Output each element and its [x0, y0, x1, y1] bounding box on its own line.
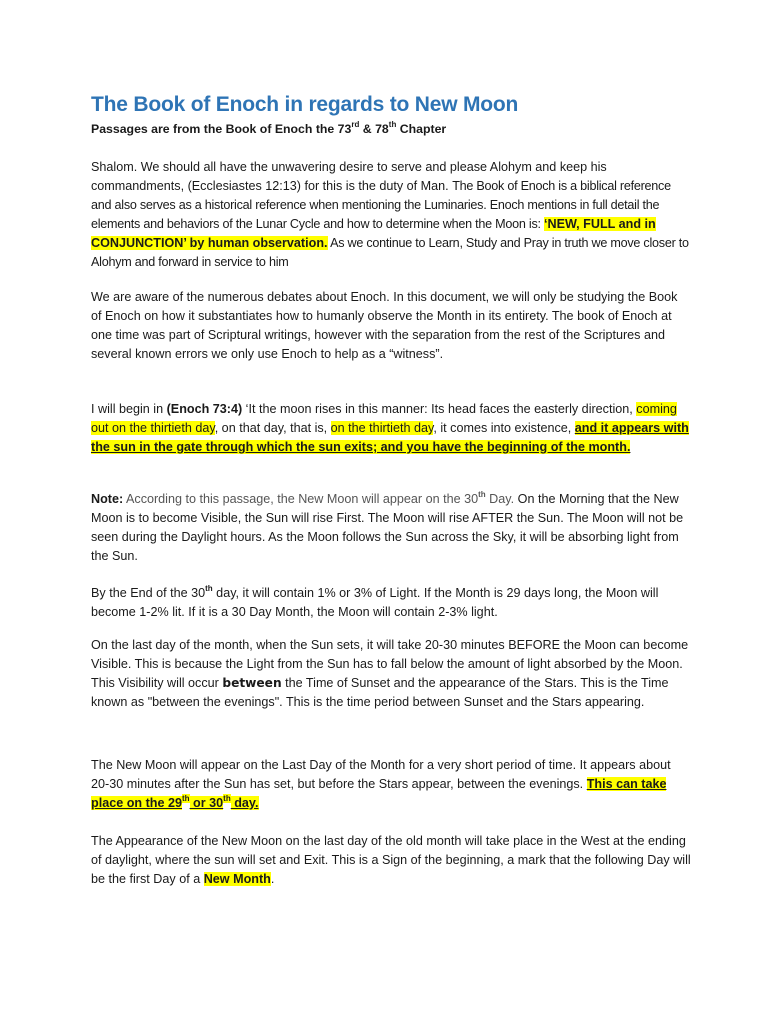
intro-text-1: Shalom. We should all have the unwavering desire to serve and please Alohym and keep his commandments, (Ecclesiastes 12:13) for this is the duty of Man.	[91, 160, 607, 193]
note-text-2: Day.	[485, 492, 518, 506]
quote-intro: I will begin in	[91, 402, 167, 416]
visibility-bold: between	[222, 675, 282, 690]
light-text-1: By the End of the 30	[91, 586, 206, 600]
paragraph-visibility	[91, 636, 691, 712]
west-highlight: New Month	[203, 871, 271, 886]
light-sup: th	[205, 584, 213, 593]
document-page	[91, 92, 691, 886]
quote-highlight-1: coming out on the thirtieth day	[91, 402, 677, 435]
paragraph-west	[91, 832, 691, 889]
quote-text-3: , it comes into existence,	[433, 420, 575, 435]
intro-text-2: The Book of Enoch is a biblical reference and also serves as a historical reference when mentioning the Luminaries. Enoch mentions in full detail the elements and behaviors of the Lunar Cycle and how to determine when the Moon is:	[91, 178, 671, 231]
note-text-1: According to this passage, the New Moon will appear on the 30	[123, 492, 479, 506]
paragraph-debates: We are aware of the numerous debates about Enoch. In this document, we will only be studying the Book of Enoch on how it substantiates how to humanly observe the Month in its entirety. The book of Enoch at one time was part of Scriptural writings, however with the separation from the rest of the Scriptures and several known errors we only use Enoch to help as a “witness”.	[91, 290, 678, 361]
quote-highlight-3: and it appears with the sun in the gate through which the sun exits; and you have the beginning of the month.	[91, 420, 689, 454]
quote-text-2: , on that day, that is,	[214, 420, 331, 435]
quote-highlight-2: on the thirtieth day	[330, 420, 434, 435]
quote-text-1: ‘It the moon rises in this manner: Its head faces the easterly direction,	[242, 402, 637, 416]
note-sup: th	[478, 490, 486, 499]
subtitle-sup-th: th	[388, 120, 397, 129]
appearance-sup-1: th	[182, 793, 190, 803]
appearance-text-1: The New Moon will appear on the Last Day of the Month for a very short period of time. It appears about 20-30 minutes after the Sun has set, but before the Stars appear, between the evenings.	[91, 758, 671, 791]
appearance-sup-2: th	[223, 793, 231, 803]
document-title: The Book of Enoch in regards to New Moon	[91, 93, 519, 116]
paragraph-intro	[91, 158, 691, 271]
west-text-2: .	[270, 871, 275, 886]
intro-text-3: As we continue to Learn, Study and Pray in truth we move closer to Alohym and forward in service to him	[91, 235, 689, 269]
paragraph-appearance	[91, 756, 691, 813]
quote-reference: (Enoch 73:4)	[166, 402, 243, 416]
subtitle-mid: & 78	[359, 122, 389, 136]
document-subtitle	[91, 120, 691, 138]
visibility-text-1: On the last day of the month, when the Sun sets, it will take 20-30 minutes BEFORE the Moon can become Visible. This is because the Light from the Sun has to fall below the amount of light absorbed by the Moon. This Visibility will occur	[91, 638, 689, 690]
paragraph-enoch-quote	[91, 400, 691, 457]
intro-highlight: ‘NEW, FULL and in CONJUNCTION’ by human observation.	[91, 216, 656, 250]
note-label: Note:	[91, 492, 124, 506]
light-text-2: day, it will contain 1% or 3% of Light. If the Month is 29 days long, the Moon will become 1-2% lit. If it is a 30 Day Month, the Moon will contain 2-3% light.	[91, 586, 659, 619]
visibility-text-2: the Time of Sunset and the appearance of the Stars. This is the Time known as "between the evenings". This is the time period between Sunset and the Stars appearing.	[91, 675, 669, 709]
appearance-highlight-1: This can take place on the 29	[91, 776, 667, 810]
appearance-highlight-2: or 30	[189, 795, 224, 810]
west-text-1: The Appearance of the New Moon on the last day of the old month will take place in the West at the ending of daylight, where the sun will set and Exit. This is a Sign of the beginning, a mark that the following Day will be the first Day of a	[91, 834, 691, 886]
appearance-highlight-3: day.	[230, 795, 259, 810]
note-text-3: On the Morning that the New Moon is to become Visible, the Sun will rise First. The Moon will rise AFTER the Sun. The Moon will not be seen during the Daylight hours. As the Moon follows the Sun across the Sky, it will be absorbing light from the Sun.	[91, 492, 684, 563]
paragraph-note	[91, 490, 691, 566]
subtitle-suffix: Chapter	[396, 122, 447, 136]
subtitle-prefix: Passages are from the Book of Enoch the 73	[91, 122, 352, 136]
paragraph-light	[91, 584, 691, 622]
subtitle-sup-rd: rd	[351, 120, 360, 129]
